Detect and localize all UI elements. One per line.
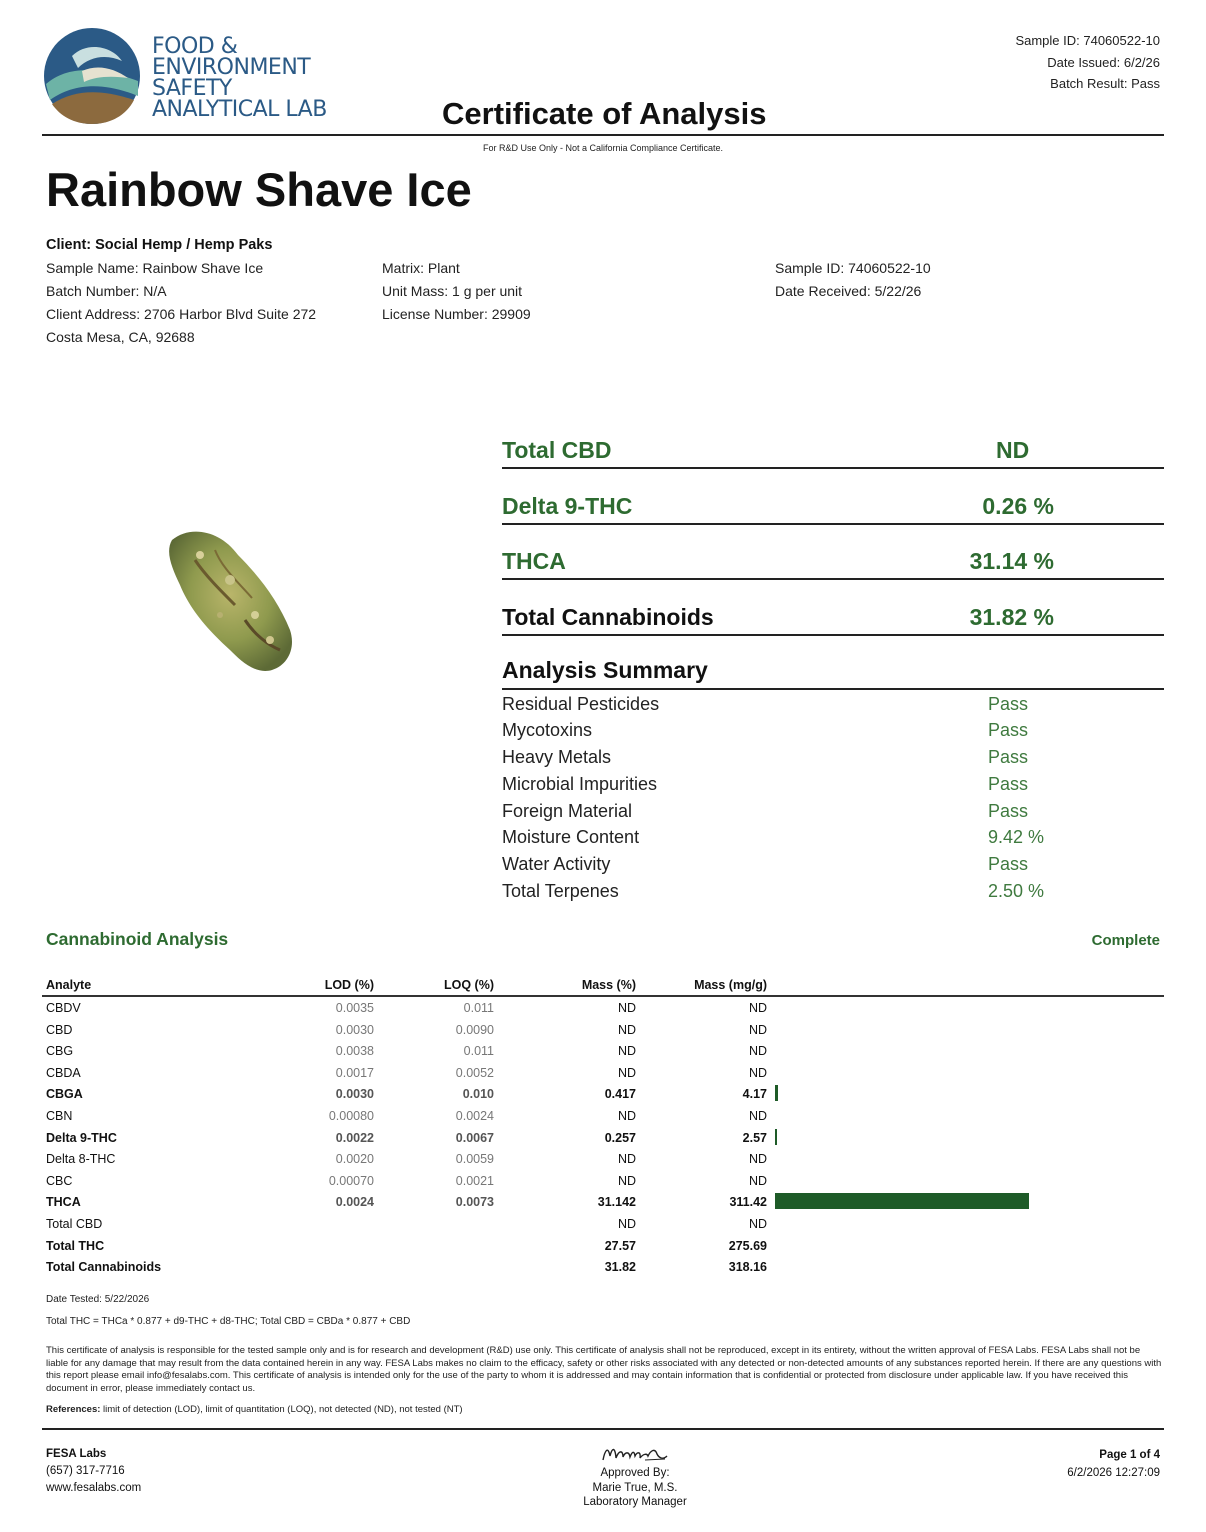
cell-lod: 0.0022 — [335, 1130, 374, 1145]
cell-mass-pct: 0.257 — [604, 1130, 636, 1145]
analysis-summary-divider — [502, 688, 1164, 690]
mass-bar — [775, 1129, 777, 1145]
date-received: Date Received: 5/22/26 — [775, 283, 922, 299]
analysis-item-label: Foreign Material — [502, 801, 633, 821]
cell-loq: 0.011 — [463, 1001, 494, 1015]
unit-mass: Unit Mass: 1 g per unit — [382, 283, 523, 299]
cell-analyte: Total CBD — [46, 1217, 103, 1231]
summary-value: ND — [996, 437, 1030, 463]
analysis-item-value: 2.50 % — [988, 881, 1045, 901]
cell-analyte: CBDA — [46, 1065, 81, 1080]
cell-analyte: Delta 8-THC — [46, 1152, 116, 1167]
table-header-lod: LOD (%) — [324, 978, 374, 992]
cell-mass-mg: 275.69 — [728, 1238, 767, 1253]
cell-loq: 0.0021 — [455, 1173, 494, 1188]
analysis-item-label: Microbial Impurities — [502, 774, 658, 794]
header-meta — [1015, 30, 1160, 95]
cell-loq: 0.0090 — [455, 1022, 494, 1037]
analysis-item-label: Moisture Content — [502, 827, 640, 847]
footer-approval — [535, 1466, 735, 1510]
table-header-loq: LOQ (%) — [444, 978, 494, 992]
references-label: References: — [46, 1404, 101, 1415]
lab-logo-icon — [42, 26, 142, 126]
analysis-item-value: Pass — [988, 854, 1029, 874]
footer-lab-info — [46, 1446, 141, 1497]
cell-mass-pct: ND — [617, 1022, 636, 1037]
cell-mass-mg: ND — [748, 1109, 767, 1123]
cell-analyte: CBN — [46, 1109, 73, 1123]
cell-mass-pct: ND — [617, 1152, 636, 1167]
cell-lod: 0.0020 — [335, 1152, 374, 1167]
cell-lod: 0.0035 — [335, 1001, 374, 1015]
cell-lod: 0.0030 — [335, 1022, 374, 1037]
table-header-divider — [42, 995, 1164, 997]
header-batch-result: Batch Result: Pass — [1050, 76, 1160, 91]
analysis-item-label: Heavy Metals — [502, 747, 612, 767]
cell-lod: 0.00080 — [328, 1109, 374, 1123]
logo-line: FOOD & — [152, 34, 238, 59]
logo-line: SAFETY — [152, 76, 232, 101]
product-name: Rainbow Shave Ice — [46, 163, 472, 216]
cell-mass-pct: 27.57 — [604, 1238, 636, 1253]
cell-mass-pct: ND — [617, 1217, 636, 1231]
approved-by-label: Approved By: — [600, 1467, 670, 1479]
matrix: Matrix: Plant — [382, 260, 460, 276]
cell-analyte: CBC — [46, 1173, 73, 1188]
cell-mass-mg: 2.57 — [742, 1130, 767, 1145]
cell-mass-mg: ND — [748, 1217, 767, 1231]
analysis-item-value: 9.42 % — [988, 827, 1045, 847]
client-info-col1 — [46, 257, 316, 349]
cell-analyte: CBD — [46, 1022, 73, 1037]
cell-lod: 0.00070 — [328, 1173, 374, 1188]
cell-lod: 0.0038 — [335, 1044, 374, 1059]
cell-analyte: Total Cannabinoids — [46, 1260, 162, 1275]
lab-logo-text — [152, 36, 327, 120]
table-row — [0, 1023, 1206, 1044]
cell-mass-mg: 318.16 — [728, 1260, 767, 1275]
analysis-item-value: Pass — [988, 720, 1029, 740]
footer-divider — [42, 1428, 1164, 1430]
rd-note: For R&D Use Only - Not a California Compliance Certificate. — [482, 143, 724, 153]
cell-mass-pct: ND — [617, 1109, 636, 1123]
client-address-city: Costa Mesa, CA, 92688 — [46, 329, 195, 345]
footer-timestamp: 6/2/2026 12:27:09 — [1067, 1467, 1160, 1479]
summary-value: 31.82 % — [969, 604, 1054, 630]
page-number: Page 1 of 4 — [1099, 1449, 1160, 1461]
cell-mass-mg: ND — [748, 1173, 767, 1188]
table-row — [0, 1044, 1206, 1065]
cell-mass-pct: ND — [617, 1173, 636, 1188]
table-row — [0, 1195, 1206, 1216]
table-header-mass-pct: Mass (%) — [581, 978, 636, 992]
cell-mass-pct: ND — [617, 1065, 636, 1080]
table-header-mass-mg: Mass (mg/g) — [694, 978, 767, 992]
table-row — [0, 1109, 1206, 1130]
cannabinoid-analysis-status: Complete — [1091, 932, 1160, 949]
table-row — [0, 1066, 1206, 1087]
cell-mass-pct: 31.82 — [604, 1260, 636, 1275]
analysis-item-label: Residual Pesticides — [502, 694, 660, 714]
cell-loq: 0.010 — [462, 1087, 494, 1102]
summary-label: Total CBD — [502, 437, 612, 463]
document-title: Certificate of Analysis — [442, 96, 767, 131]
summary-label: Total Cannabinoids — [502, 604, 714, 630]
cell-lod: 0.0017 — [335, 1065, 374, 1080]
license-number: License Number: 29909 — [382, 306, 531, 322]
references — [46, 1404, 463, 1417]
summary-value: 31.14 % — [969, 548, 1054, 574]
batch-number: Batch Number: N/A — [46, 283, 167, 299]
client-info-col3 — [775, 257, 931, 303]
cell-mass-mg: ND — [748, 1001, 767, 1015]
cell-analyte: Delta 9-THC — [46, 1130, 117, 1145]
table-row — [0, 1217, 1206, 1238]
table-row — [0, 1001, 1206, 1022]
cell-analyte: Total THC — [46, 1238, 105, 1253]
summary-label: THCA — [502, 548, 566, 574]
summary-row-total-cannabinoids — [502, 597, 1164, 636]
analysis-item-value: Pass — [988, 801, 1029, 821]
product-photo — [160, 520, 300, 680]
cell-loq: 0.0073 — [455, 1195, 494, 1210]
approver-name: Marie True, M.S. — [592, 1481, 678, 1494]
disclaimer: This certificate of analysis is responsible for the tested sample only and is for research and development (R&D) use only. This certificate of analysis shall not be reproduced, except in its entirety, without the written approval of FESA Labs. FESA Labs shall not be liable for any damage that may result from the data contained herein in any way. FESA Labs makes no claim to the efficacy, safety or other risks associated with any detected or non-detected amounts of any substances reported herein. If there are any questions with this report please email info@fesalabs.com. This certificate of analysis is intended only for the use of the party to whom it is addressed and may contain information that is confidential or protected from disclosure under applicable law. If you have received this document in error, please immediately contact us. — [46, 1345, 1162, 1394]
footer-phone: (657) 317-7716 — [46, 1465, 125, 1477]
analysis-item-value: Pass — [988, 774, 1029, 794]
cell-loq: 0.0059 — [455, 1152, 494, 1167]
cell-mass-mg: 4.17 — [742, 1087, 767, 1102]
cannabinoid-analysis-title: Cannabinoid Analysis — [46, 929, 229, 949]
cell-analyte: CBGA — [46, 1087, 83, 1102]
cell-loq: 0.0052 — [455, 1065, 494, 1080]
header-date-issued: Date Issued: 6/2/26 — [1047, 54, 1160, 70]
sample-name: Sample Name: Rainbow Shave Ice — [46, 260, 264, 276]
summary-row-delta9 — [502, 486, 1164, 525]
summary-row-total-cbd — [502, 430, 1164, 469]
footer-company: FESA Labs — [46, 1448, 107, 1460]
signature — [585, 1438, 685, 1468]
table-row — [0, 1152, 1206, 1173]
thc-formula: Total THC = THCa * 0.877 + d9-THC + d8-THC; Total CBD = CBDa * 0.877 + CBD — [46, 1316, 411, 1327]
client-sample-id: Sample ID: 74060522-10 — [775, 260, 931, 276]
table-row — [0, 1131, 1206, 1152]
footer-page-info — [1067, 1446, 1160, 1482]
analysis-item-label: Mycotoxins — [502, 720, 593, 740]
analysis-item-label: Water Activity — [502, 854, 611, 874]
table-row — [0, 1260, 1206, 1281]
header-sample-id: Sample ID: 74060522-10 — [1015, 33, 1160, 48]
logo-line: ANALYTICAL LAB — [152, 97, 327, 122]
cell-mass-pct: ND — [617, 1044, 636, 1059]
client-info-col2 — [382, 257, 531, 326]
cell-mass-pct: 31.142 — [597, 1195, 636, 1210]
cell-analyte: CBDV — [46, 1001, 81, 1015]
mass-bar — [775, 1193, 1029, 1209]
approver-title: Laboratory Manager — [583, 1496, 687, 1508]
analysis-item-label: Total Terpenes — [502, 881, 619, 901]
cell-loq: 0.0024 — [455, 1109, 494, 1123]
table-row — [0, 1239, 1206, 1260]
analysis-summary-title: Analysis Summary — [502, 657, 708, 683]
cell-mass-mg: ND — [748, 1044, 767, 1059]
cell-lod: 0.0024 — [335, 1195, 374, 1210]
client-name: Client: Social Hemp / Hemp Paks — [46, 237, 273, 253]
client-address: Client Address: 2706 Harbor Blvd Suite 272 — [46, 306, 317, 322]
cell-mass-mg: ND — [748, 1065, 767, 1080]
summary-value: 0.26 % — [982, 493, 1054, 519]
cell-mass-pct: ND — [617, 1001, 636, 1015]
date-tested: Date Tested: 5/22/2026 — [46, 1294, 150, 1305]
references-text: limit of detection (LOD), limit of quantitation (LOQ), not detected (ND), not tested (NT) — [100, 1404, 463, 1415]
footer-website: www.fesalabs.com — [46, 1482, 142, 1494]
analysis-item-value: Pass — [988, 694, 1029, 714]
cell-analyte: THCA — [46, 1195, 81, 1210]
cell-mass-mg: ND — [748, 1152, 767, 1167]
cell-mass-pct: 0.417 — [604, 1087, 636, 1102]
table-row — [0, 1174, 1206, 1195]
analysis-item-value: Pass — [988, 747, 1029, 767]
cell-loq: 0.011 — [463, 1044, 494, 1059]
summary-row-thca — [502, 541, 1164, 580]
cell-mass-mg: ND — [748, 1022, 767, 1037]
mass-bar — [775, 1085, 778, 1101]
cell-analyte: CBG — [46, 1044, 74, 1059]
cell-loq: 0.0067 — [455, 1130, 494, 1145]
cell-mass-mg: 311.42 — [729, 1195, 767, 1210]
table-header-analyte: Analyte — [46, 978, 92, 992]
cell-lod: 0.0030 — [335, 1087, 374, 1102]
summary-label: Delta 9-THC — [502, 493, 633, 519]
table-row — [0, 1087, 1206, 1108]
logo-line: ENVIRONMENT — [152, 55, 311, 80]
header-divider — [42, 134, 1164, 136]
